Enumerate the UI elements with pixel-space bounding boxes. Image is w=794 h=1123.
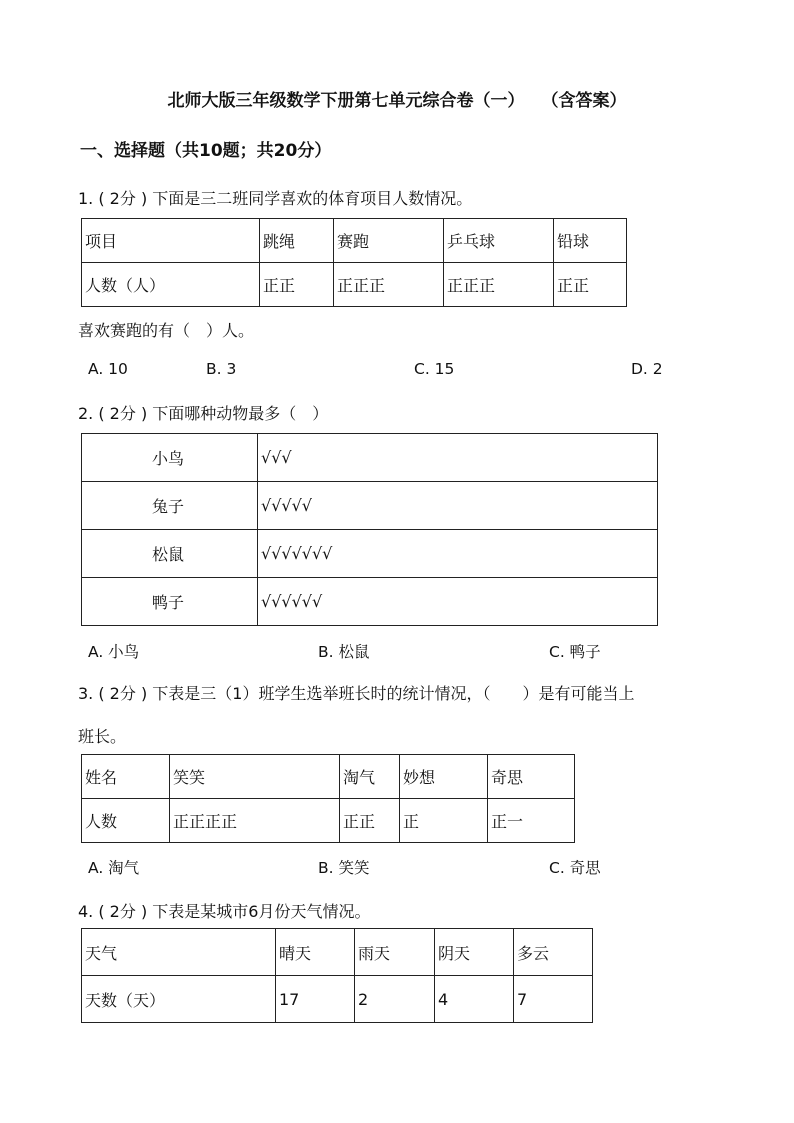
question-2-table xyxy=(81,433,658,626)
question-3-stem-continued: 班长。 xyxy=(78,727,127,746)
table-cell: 项目 xyxy=(82,219,260,263)
question-3-option-b[interactable]: B. 笑笑 xyxy=(318,859,370,877)
table-cell: 正一 xyxy=(488,799,575,843)
table-cell: 正 xyxy=(400,799,488,843)
table-cell: 淘气 xyxy=(340,755,400,799)
table-row xyxy=(82,263,627,307)
question-1-option-d[interactable]: D. 2 xyxy=(631,360,663,378)
table-row xyxy=(82,578,658,626)
table-cell: √√√√√ xyxy=(258,482,658,530)
table-cell: 人数 xyxy=(82,799,170,843)
table-cell: 鸭子 xyxy=(82,578,258,626)
table-cell: 正正正 xyxy=(444,263,554,307)
table-cell: 人数（人） xyxy=(82,263,260,307)
table-cell: 阴天 xyxy=(435,929,514,976)
table-cell: 姓名 xyxy=(82,755,170,799)
question-3-table xyxy=(81,754,575,843)
table-cell: 铅球 xyxy=(554,219,627,263)
table-row xyxy=(82,482,658,530)
question-3-option-c[interactable]: C. 奇思 xyxy=(549,859,601,877)
table-row xyxy=(82,434,658,482)
table-row xyxy=(82,976,593,1023)
question-1-table xyxy=(81,218,627,307)
table-cell: 兔子 xyxy=(82,482,258,530)
table-row xyxy=(82,219,627,263)
table-cell: 多云 xyxy=(514,929,593,976)
table-cell: 正正正正 xyxy=(170,799,340,843)
table-cell: 2 xyxy=(355,976,435,1023)
question-1-follow-up: 喜欢赛跑的有（ ）人。 xyxy=(78,321,255,340)
question-1-option-b[interactable]: B. 3 xyxy=(206,360,237,378)
page-title: 北师大版三年级数学下册第七单元综合卷（一） （含答案） xyxy=(167,91,627,111)
table-cell: 雨天 xyxy=(355,929,435,976)
table-row xyxy=(82,799,575,843)
question-3-stem: 3. ( 2分 ) 下表是三（1）班学生选举班长时的统计情况，（ ）是有可能当上 xyxy=(78,684,635,703)
question-1-stem: 1. ( 2分 ) 下面是三二班同学喜欢的体育项目人数情况。 xyxy=(78,189,473,208)
table-cell: 正正 xyxy=(260,263,334,307)
question-2-option-a[interactable]: A. 小鸟 xyxy=(88,643,140,661)
question-1-option-c[interactable]: C. 15 xyxy=(414,360,455,378)
question-4-table xyxy=(81,928,593,1023)
table-cell: 4 xyxy=(435,976,514,1023)
table-cell: 乒乓球 xyxy=(444,219,554,263)
table-row xyxy=(82,530,658,578)
table-cell: 天数（天） xyxy=(82,976,276,1023)
question-2-option-c[interactable]: C. 鸭子 xyxy=(549,643,601,661)
table-cell: 7 xyxy=(514,976,593,1023)
question-3-option-a[interactable]: A. 淘气 xyxy=(88,859,140,877)
table-cell: 妙想 xyxy=(400,755,488,799)
table-cell: √√√√√√√ xyxy=(258,530,658,578)
section-heading: 一、选择题（共10题；共20分） xyxy=(80,141,332,161)
table-cell: √√√ xyxy=(258,434,658,482)
table-cell: 小鸟 xyxy=(82,434,258,482)
question-2-stem: 2. ( 2分 ) 下面哪种动物最多（ ） xyxy=(78,404,329,423)
table-cell: 跳绳 xyxy=(260,219,334,263)
table-cell: 正正 xyxy=(554,263,627,307)
table-cell: 赛跑 xyxy=(334,219,444,263)
table-cell: 松鼠 xyxy=(82,530,258,578)
question-4-stem: 4. ( 2分 ) 下表是某城市6月份天气情况。 xyxy=(78,902,371,921)
table-row xyxy=(82,929,593,976)
question-2-option-b[interactable]: B. 松鼠 xyxy=(318,643,370,661)
table-row xyxy=(82,755,575,799)
table-cell: 天气 xyxy=(82,929,276,976)
table-cell: 晴天 xyxy=(276,929,355,976)
table-cell: √√√√√√ xyxy=(258,578,658,626)
table-cell: 正正 xyxy=(340,799,400,843)
question-1-option-a[interactable]: A. 10 xyxy=(88,360,128,378)
table-cell: 奇思 xyxy=(488,755,575,799)
table-cell: 正正正 xyxy=(334,263,444,307)
table-cell: 笑笑 xyxy=(170,755,340,799)
table-cell: 17 xyxy=(276,976,355,1023)
